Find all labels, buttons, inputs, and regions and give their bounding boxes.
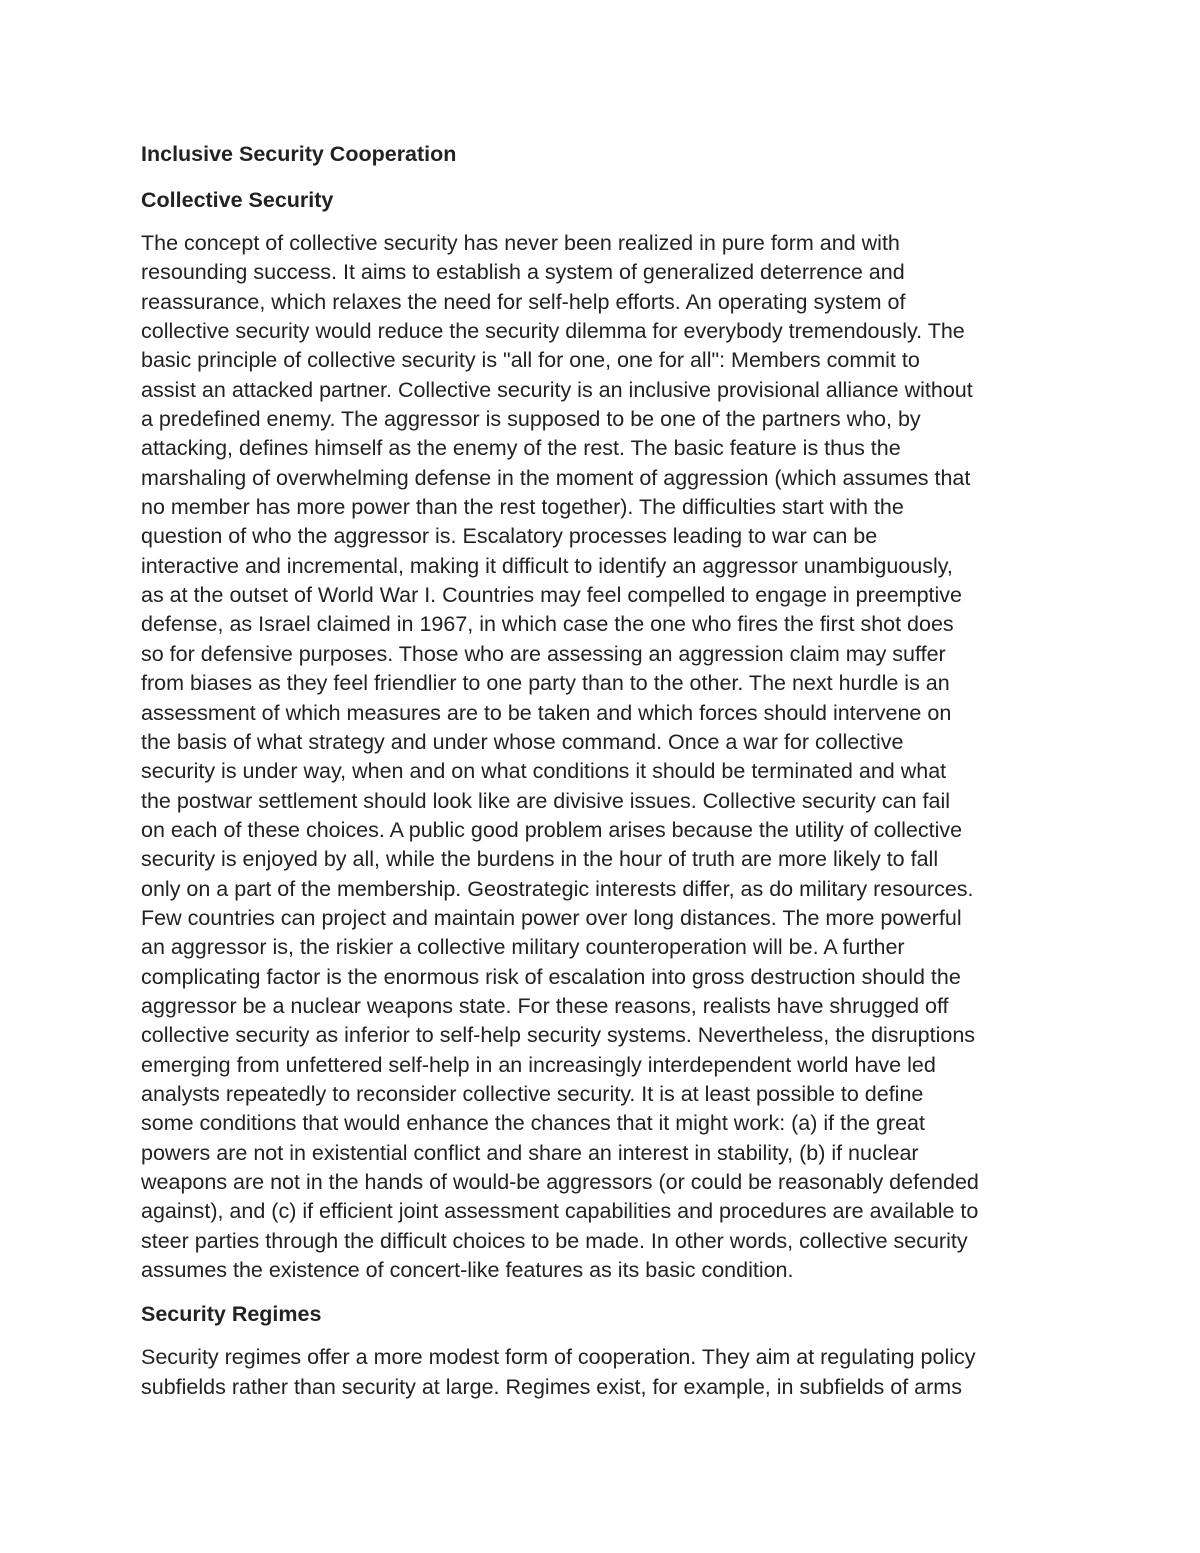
section-heading: Collective Security — [141, 188, 334, 212]
paragraph-line: resounding success. It aims to establish a system of generalized deterrence and — [141, 260, 905, 285]
paragraph-line: analysts repeatedly to reconsider collective security. It is at least possible to define — [141, 1081, 924, 1106]
paragraph-line: so for defensive purposes. Those who are assessing an aggression claim may suffer — [141, 641, 946, 666]
section-heading: Security Regimes — [141, 1302, 322, 1327]
paragraph-line: question of who the aggressor is. Escalatory processes leading to war can be — [141, 524, 878, 549]
paragraph-line: emerging from unfettered self-help in an increasingly interdependent world have led — [141, 1052, 936, 1077]
paragraph-line: no member has more power than the rest together). The difficulties start with the — [141, 495, 904, 520]
document-title: Inclusive Security Cooperation — [141, 142, 457, 166]
paragraph-line: Security regimes offer a more modest form of cooperation. They aim at regulating policy — [141, 1345, 976, 1370]
paragraph-line: attacking, defines himself as the enemy of the rest. The basic feature is thus the — [141, 436, 901, 461]
paragraph-line: defense, as Israel claimed in 1967, in which case the one who fires the first shot does — [141, 612, 954, 637]
paragraph-line: collective security would reduce the security dilemma for everybody tremendously. The — [141, 319, 965, 344]
paragraph-line: marshaling of overwhelming defense in the moment of aggression (which assumes that — [141, 465, 971, 490]
paragraph-line: weapons are not in the hands of would-be aggressors (or could be reasonably defended — [141, 1170, 979, 1194]
section-collective-security — [141, 185, 1071, 1285]
section-paragraph — [141, 1343, 1071, 1402]
paragraph-line: steer parties through the difficult choices to be made. In other words, collective security — [141, 1228, 968, 1253]
paragraph-line: as at the outset of World War I. Countries may feel compelled to engage in preemptive — [141, 583, 962, 608]
paragraph-line: on each of these choices. A public good problem arises because the utility of collective — [141, 817, 963, 842]
document-page — [141, 139, 1071, 1416]
paragraph-line: from biases as they feel friendlier to one party than to the other. The next hurdle is an — [141, 671, 950, 696]
paragraph-line: a predefined enemy. The aggressor is supposed to be one of the partners who, by — [141, 407, 921, 432]
paragraph-line: basic principle of collective security is "all for one, one for all": Members commit to — [141, 348, 920, 373]
paragraph-line: interactive and incremental, making it difficult to identify an aggressor unambiguously, — [141, 553, 953, 578]
paragraph-line: the postwar settlement should look like are divisive issues. Collective security can fail — [141, 788, 951, 813]
paragraph-line: reassurance, which relaxes the need for self-help efforts. An operating system of — [141, 289, 906, 314]
paragraph-line: assumes the existence of concert-like features as its basic condition. — [141, 1258, 794, 1283]
paragraph-line: Few countries can project and maintain power over long distances. The more powerful — [141, 905, 962, 930]
paragraph-line: assessment of which measures are to be taken and which forces should intervene on — [141, 700, 952, 725]
paragraph-line: only on a part of the membership. Geostrategic interests differ, as do military resources. — [141, 876, 974, 901]
paragraph-line: collective security as inferior to self-help security systems. Nevertheless, the disruptions — [141, 1023, 976, 1048]
paragraph-line: security is under way, when and on what conditions it should be terminated and what — [141, 759, 947, 784]
paragraph-line: security is enjoyed by all, while the burdens in the hour of truth are more likely to fall — [141, 847, 939, 872]
paragraph-line: subfields rather than security at large. Regimes exist, for example, in subfields of arms — [141, 1374, 962, 1399]
paragraph-line: powers are not in existential conflict and share an interest in stability, (b) if nuclear — [141, 1140, 919, 1165]
paragraph-line: an aggressor is, the riskier a collective military counteroperation will be. A further — [141, 935, 905, 960]
section-security-regimes — [141, 1299, 1071, 1402]
paragraph-line: complicating factor is the enormous risk of escalation into gross destruction should the — [141, 964, 961, 989]
section-paragraph — [141, 229, 1071, 1285]
paragraph-line: against), and (c) if efficient joint assessment capabilities and procedures are available to — [141, 1199, 979, 1224]
paragraph-line: some conditions that would enhance the chances that it might work: (a) if the great — [141, 1111, 925, 1136]
paragraph-line: aggressor be a nuclear weapons state. For these reasons, realists have shrugged off — [141, 993, 949, 1018]
paragraph-line: assist an attacked partner. Collective security is an inclusive provisional alliance without — [141, 377, 973, 402]
paragraph-line: The concept of collective security has never been realized in pure form and with — [141, 231, 900, 255]
paragraph-line: the basis of what strategy and under whose command. Once a war for collective — [141, 729, 904, 754]
